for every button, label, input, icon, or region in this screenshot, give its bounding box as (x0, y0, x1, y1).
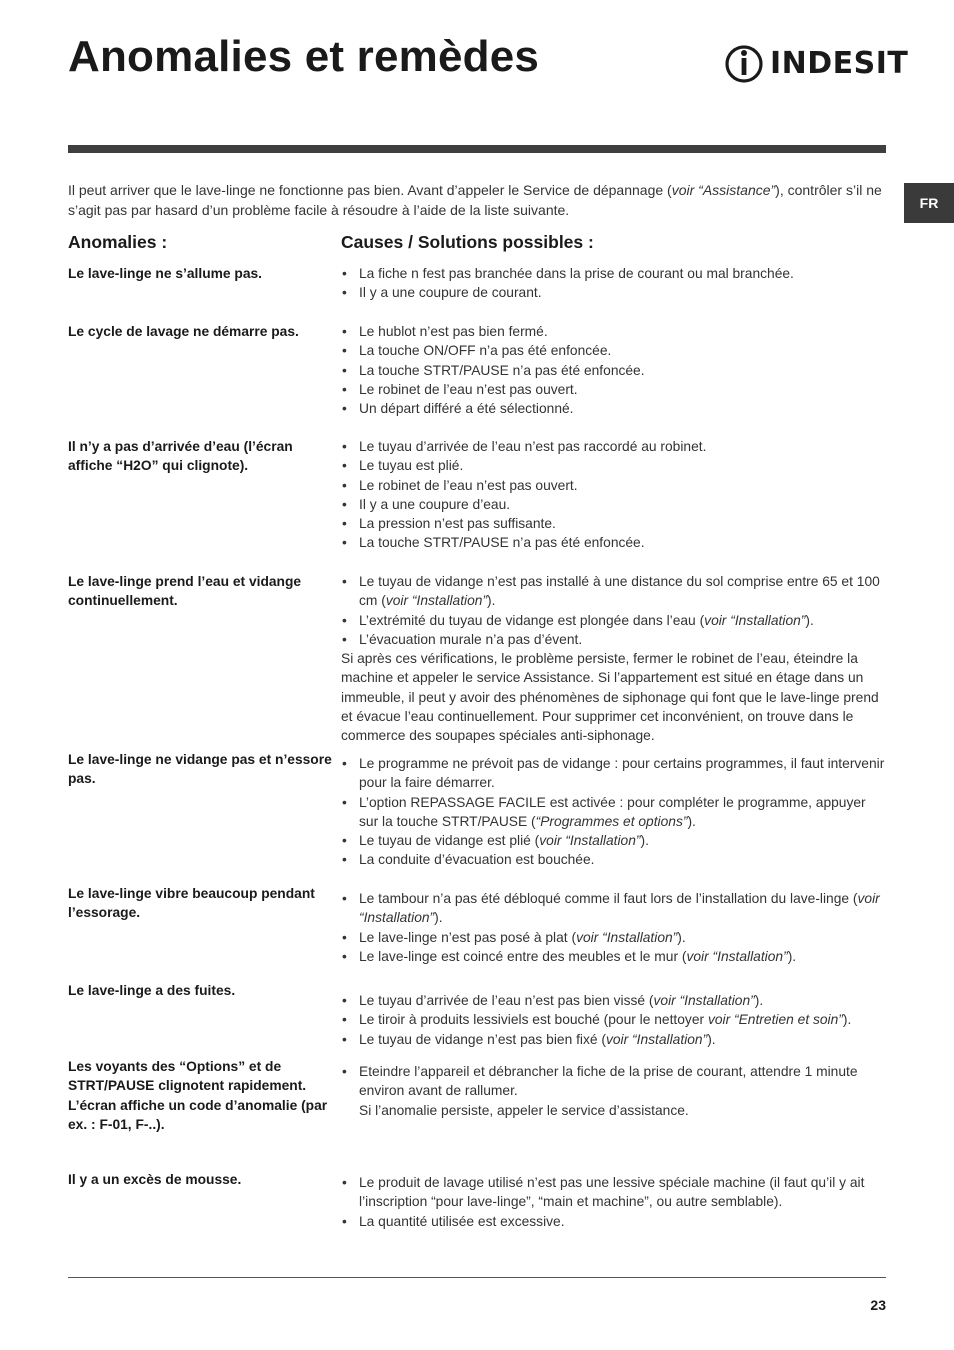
cause-item: • Le robinet de l’eau n’est pas ouvert. (341, 380, 886, 399)
cause-item: • Le robinet de l’eau n’est pas ouvert. (341, 476, 886, 495)
cause-item: • L’extrémité du tuyau de vidange est plongée dans l’eau (voir “Installation”). (341, 611, 886, 630)
cause-item: • Le tuyau de vidange n’est pas bien fixé (voir “Installation”). (341, 1030, 886, 1049)
cause-item: • Le tuyau de vidange n’est pas installé à une distance du sol comprise entre 65 et 100 cm (voir “Installation”). (341, 572, 886, 611)
cause-item: • Le produit de lavage utilisé n’est pas une lessive spéciale machine (il faut qu’il y ait l’inscription “pour lave-linge”, “main et machine”, ou autre semblable). (341, 1173, 886, 1212)
cause-item: • Le hublot n’est pas bien fermé. (341, 322, 886, 341)
cause-item: • La conduite d’évacuation est bouchée. (341, 850, 886, 869)
anomaly-text: Le lave-linge prend l’eau et vidange continuellement. (68, 574, 302, 609)
cause-item: • La touche ON/OFF n’a pas été enfoncée. (341, 341, 886, 360)
cause-item: • Le tambour n’a pas été débloqué comme il faut lors de l’installation du lave-linge (voir “Installation”). (341, 889, 886, 928)
cause-item: • Le tuyau d’arrivée de l’eau n’est pas bien vissé (voir “Installation”). (341, 991, 886, 1010)
cause-item: • L’évacuation murale n’a pas d’évent. (341, 630, 886, 649)
cause-item: • Le programme ne prévoit pas de vidange : pour certains programmes, il faut intervenir pour la faire démarrer. (341, 754, 886, 793)
cause-item: • La touche STRT/PAUSE n’a pas été enfoncée. (341, 533, 886, 552)
causes-list (341, 889, 886, 966)
causes-list (341, 437, 886, 553)
language-tab: FR (904, 183, 954, 223)
cause-item: • Le tuyau d’arrivée de l’eau n’est pas raccordé au robinet. (341, 437, 886, 456)
anomaly-text: Le lave-linge ne vidange pas et n’essore pas. (68, 752, 332, 787)
anomaly-text: Le cycle de lavage ne démarre pas. (68, 324, 299, 339)
causes-list (341, 1062, 886, 1120)
cause-item: • Le lave-linge n’est pas posé à plat (voir “Installation”). (341, 928, 886, 947)
brand-logo (724, 40, 908, 86)
causes-list (341, 754, 886, 870)
anomalies-heading: Anomalies : (68, 232, 168, 252)
cause-note: Si après ces vérifications, le problème persiste, fermer le robinet de l’eau, éteindre la machine et appeler le service Assistance. Si l’appartement est situé en étage dans un immeuble, il peut y avoir des phénomènes de siphonage qui font que le lave-linge prend et évacue l’eau continuellement. Pour supprimer cet inconvénient, on trouve dans le commerce des soupapes spéciales anti-siphonage. (341, 651, 879, 744)
cause-item: • La pression n’est pas suffisante. (341, 514, 886, 533)
causes-list (341, 322, 886, 418)
causes-heading: Causes / Solutions possibles : (341, 232, 594, 252)
anomaly-text: Il y a un excès de mousse. (68, 1172, 242, 1187)
cause-item: • La quantité utilisée est excessive. (341, 1212, 886, 1231)
cause-item: • Il y a une coupure d’eau. (341, 495, 886, 514)
page-title: Anomalies et remèdes (68, 32, 540, 81)
cause-item: • La fiche n fest pas branchée dans la prise de courant ou mal branchée. (341, 264, 886, 283)
anomaly-text: Le lave-linge ne s’allume pas. (68, 266, 262, 281)
anomaly-text: Le lave-linge a des fuites. (68, 983, 236, 998)
cause-item: • Le tiroir à produits lessiviels est bouché (pour le nettoyer voir “Entretien et soin”). (341, 1010, 886, 1029)
causes-list (341, 1173, 886, 1231)
anomaly-text: Le lave-linge vibre beaucoup pendant l’essorage. (68, 886, 315, 921)
intro-text: Il peut arriver que le lave-linge ne fonctionne pas bien. Avant d’appeler le Service de dépannage (voir “Assistance”), contrôler s’il ne s’agit pas par hasard d’un problème facile à résoudre à l’aide de la liste suivante. (68, 182, 882, 218)
cause-item: • Le lave-linge est coincé entre des meubles et le mur (voir “Installation”). (341, 947, 886, 966)
brand-name: INDESIT (770, 45, 909, 81)
cause-item: • Le tuyau de vidange est plié (voir “Installation”). (341, 831, 886, 850)
anomaly-text: Les voyants des “Options” et de STRT/PAUSE clignotent rapidement. L’écran affiche un code d’anomalie (par ex. : F-01, F-..). (68, 1059, 328, 1132)
header-divider (68, 145, 886, 153)
causes-list (341, 264, 886, 303)
causes-list (341, 572, 886, 746)
cause-item: • Eteindre l’appareil et débrancher la fiche de la prise de courant, attendre 1 minute environ avant de rallumer. Si l’anomalie persiste, appeler le service d’assistance. (341, 1062, 886, 1120)
cause-item: • La touche STRT/PAUSE n’a pas été enfoncée. (341, 361, 886, 380)
causes-list (341, 991, 886, 1049)
cause-item: • Un départ différé a été sélectionné. (341, 399, 886, 418)
indesit-info-icon (724, 40, 764, 86)
anomaly-text: Il n’y a pas d’arrivée d’eau (l’écran affiche “H2O” qui clignote). (68, 439, 293, 474)
cause-item: • Le tuyau est plié. (341, 456, 886, 475)
cause-item: • L’option REPASSAGE FACILE est activée : pour compléter le programme, appuyer sur la touche STRT/PAUSE (“Programmes et options”). (341, 793, 886, 832)
page-number: 23 (870, 1297, 886, 1313)
footer-divider (68, 1277, 886, 1278)
cause-item: • Il y a une coupure de courant. (341, 283, 886, 302)
